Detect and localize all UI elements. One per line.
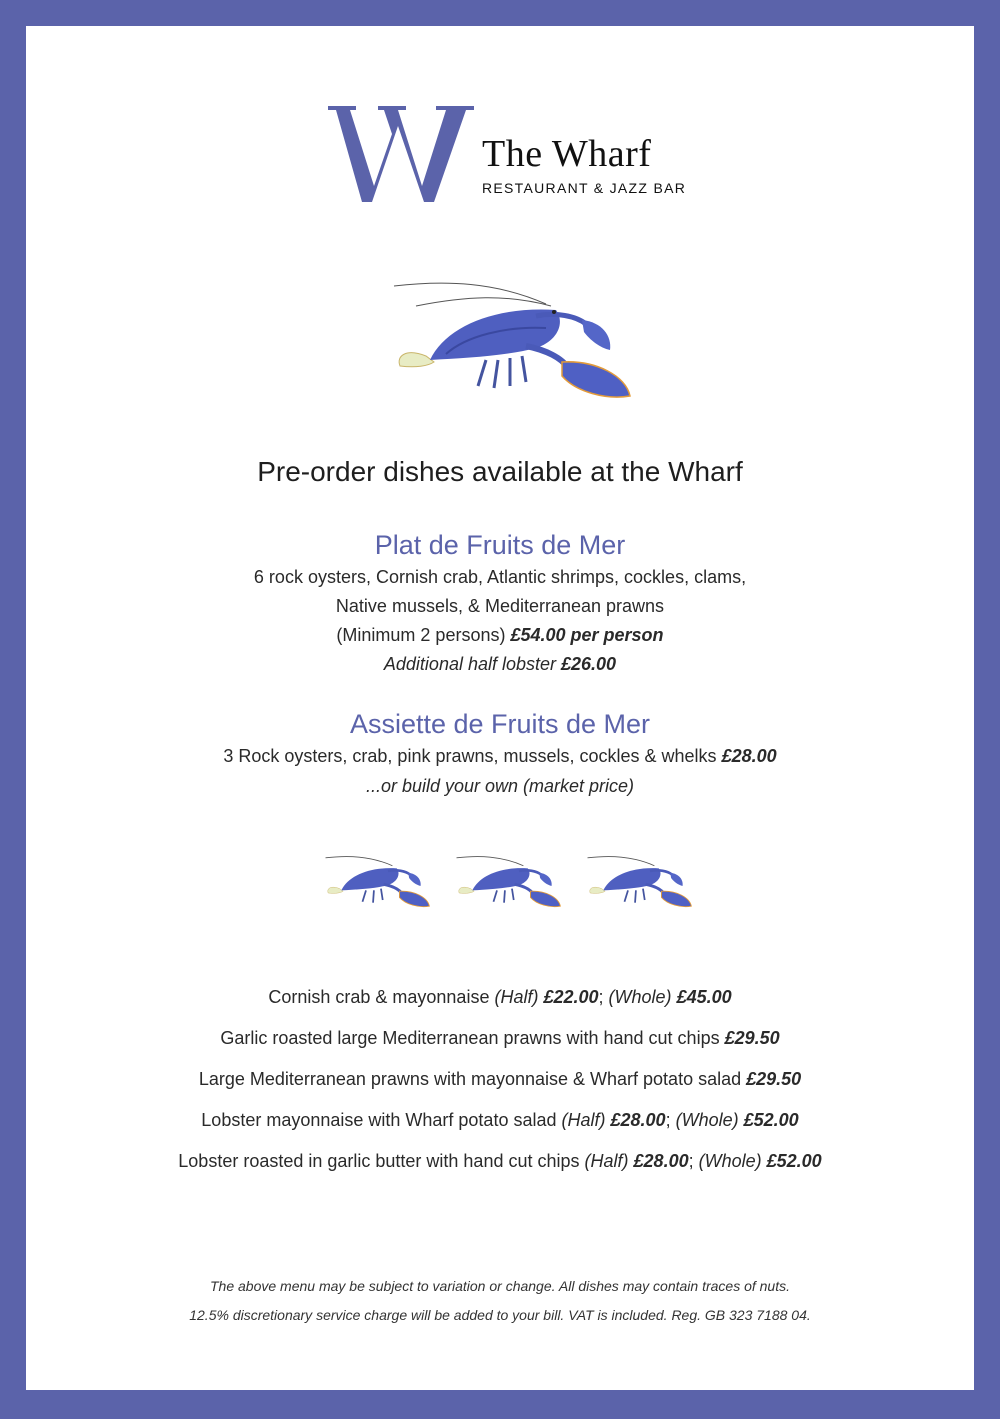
dish-name: Lobster roasted in garlic butter with hand cut chips: [178, 1151, 585, 1171]
dish-half-price: £28.00: [610, 1110, 666, 1130]
logo-name: The Wharf: [482, 133, 652, 175]
lobster-illustration: [386, 276, 636, 406]
dish-half-price: £22.00: [543, 987, 599, 1007]
footer-note-1: The above menu may be subject to variation or change. All dishes may contain traces of nuts.: [209, 1278, 790, 1294]
dish-whole-label: (Whole): [608, 987, 672, 1007]
plat-line-1: 6 rock oysters, Cornish crab, Atlantic shrimps, cockles, clams,: [253, 567, 747, 587]
plat-line-3: [26, 625, 974, 646]
wharf-logo: [326, 104, 686, 234]
dish-item: Cornish crab & mayonnaise (Half) £22.00; (Whole) £45.00: [268, 987, 732, 1007]
plat-price: £54.00 per person: [510, 625, 664, 645]
assiette-line-1: [26, 746, 974, 767]
dish-name: Garlic roasted large Mediterranean prawns with hand cut chips: [220, 1028, 725, 1048]
dish-item: [26, 1069, 974, 1090]
plat-addon: Additional half lobster: [383, 654, 562, 674]
plat-title: Plat de Fruits de Mer: [374, 530, 626, 560]
lobster-illustration: [322, 852, 432, 912]
dish-whole-label: (Whole): [698, 1151, 762, 1171]
dish-name: Lobster mayonnaise with Wharf potato salad: [201, 1110, 562, 1130]
dish-half-label: (Half): [561, 1110, 606, 1130]
dish-name: Cornish crab & mayonnaise: [268, 987, 495, 1007]
dish-half-price: £28.00: [633, 1151, 689, 1171]
dish-half-label: (Half): [494, 987, 539, 1007]
assiette-line-2: ...or build your own (market price): [365, 776, 635, 796]
plat-line-4: [26, 654, 974, 675]
logo-w-mark: [326, 104, 476, 204]
assiette-price: £28.00: [721, 746, 777, 766]
dish-item: Lobster mayonnaise with Wharf potato salad (Half) £28.00; (Whole) £52.00: [201, 1110, 799, 1130]
dish-whole-price: £52.00: [743, 1110, 799, 1130]
footer-note-2: 12.5% discretionary service charge will be added to your bill. VAT is included. Reg. GB 323 7188 04.: [189, 1307, 811, 1323]
lobster-illustration: [584, 852, 694, 912]
dish-price: £29.50: [746, 1069, 802, 1089]
plat-minimum: (Minimum 2 persons): [336, 625, 511, 645]
lobster-illustration: [453, 852, 563, 912]
plat-line-2: Native mussels, & Mediterranean prawns: [335, 596, 665, 616]
dish-half-label: (Half): [584, 1151, 629, 1171]
dish-item: Lobster roasted in garlic butter with hand cut chips (Half) £28.00; (Whole) £52.00: [178, 1151, 822, 1171]
dish-whole-price: £52.00: [766, 1151, 822, 1171]
page-heading: Pre-order dishes available at the Wharf: [257, 456, 743, 487]
assiette-description: 3 Rock oysters, crab, pink prawns, mussels, cockles & whelks: [223, 746, 722, 766]
dish-whole-label: (Whole): [675, 1110, 739, 1130]
menu-page: [26, 26, 974, 1390]
dish-whole-price: £45.00: [676, 987, 732, 1007]
assiette-title: Assiette de Fruits de Mer: [349, 709, 651, 739]
dish-price: £29.50: [724, 1028, 780, 1048]
logo-subtitle: RESTAURANT & JAZZ BAR: [482, 180, 687, 196]
dish-name: Large Mediterranean prawns with mayonnaise & Wharf potato salad: [198, 1069, 747, 1089]
dish-item: [26, 1028, 974, 1049]
plat-addon-price: £26.00: [561, 654, 617, 674]
